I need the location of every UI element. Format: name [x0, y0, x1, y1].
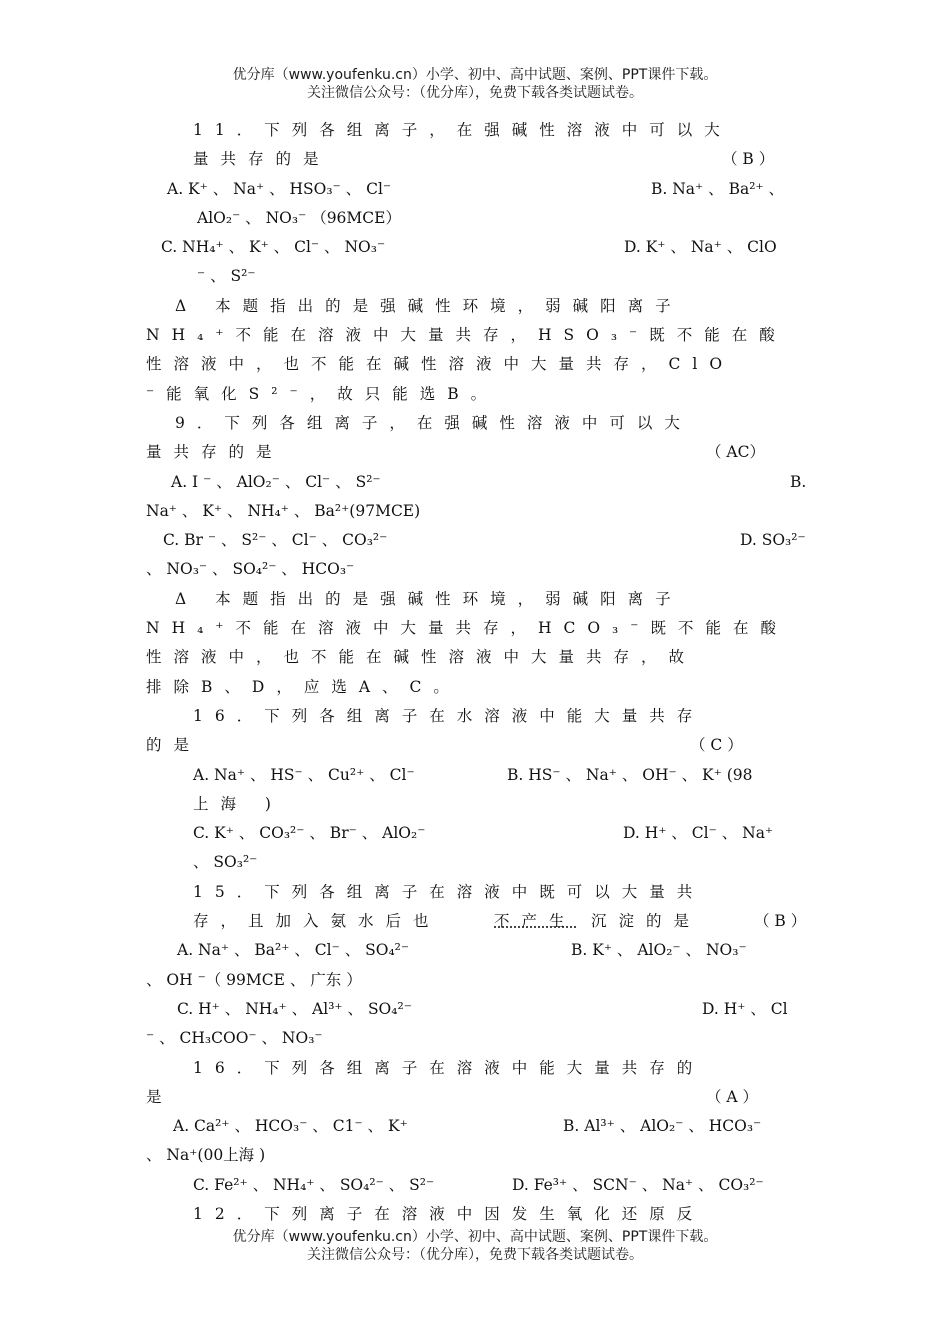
q15-option-d-cont-line — [0, 1024, 950, 1053]
q11-line2 — [0, 145, 950, 174]
q11-option-d-cont: ⁻ 、 S²⁻ — [197, 267, 256, 286]
q16a-options-cd — [0, 819, 950, 848]
q9-option-d-cont: 、 NO₃⁻ 、 SO₄²⁻ 、 HCO₃⁻ — [146, 560, 355, 579]
q9-stem: 9．下列各组离子，在强碱性溶液中可以大 — [175, 413, 692, 432]
footer-line-2: 关注微信公众号：（优分库），免费下载各类试题试卷。 — [307, 1247, 643, 1263]
q11-options-cd — [0, 233, 950, 262]
q9-exp-text-1: Δ 本题指出的是强碱性环境，弱碱阳离子 — [175, 589, 683, 608]
q11-stem: 11．下列各组离子，在强碱性溶液中可以大 — [193, 121, 732, 139]
q16b-option-d: D. Fe³⁺ 、 SCN⁻ 、 Na⁺ 、 CO₃²⁻ — [512, 1175, 764, 1194]
header-line-1: 优分库（www.youfenku.cn）小学、初中、高中试题、案例、PPT课件下载。 — [232, 67, 718, 83]
q9-line1 — [0, 409, 950, 438]
q16b-option-b: B. Al³⁺ 、 AlO₂⁻ 、 HCO₃⁻ — [563, 1117, 762, 1136]
q11-option-b-cont: AlO₂⁻ 、 NO₃⁻ （96MCE） — [197, 208, 401, 227]
q11-options-ab — [0, 175, 950, 204]
q12-line1 — [0, 1200, 950, 1229]
q9-options-ab — [0, 468, 950, 497]
q15-option-b-cont-line — [0, 966, 950, 995]
q9-explanation-3 — [0, 643, 950, 672]
q9-option-b: B. — [790, 472, 807, 491]
q15-options-cd — [0, 995, 950, 1024]
q11-exp-text-4: ⁻能氧化S²⁻，故只能选B。 — [146, 384, 499, 403]
q15-line1 — [0, 878, 950, 907]
q16b-option-b-cont: 、 Na⁺(00上海 ) — [146, 1146, 266, 1165]
q15-stem-emphasis: 不产生 — [494, 912, 577, 931]
q12-stem: 12．下列离子在溶液中因发生氧化还原反 — [193, 1204, 705, 1223]
q16a-option-b-cont-line — [0, 790, 950, 819]
q9-explanation-4 — [0, 673, 950, 702]
q15-option-a: A. Na⁺ 、 Ba²⁺ 、 Cl⁻ 、 SO₄²⁻ — [177, 941, 410, 960]
q16a-option-a: A. Na⁺ 、 HS⁻ 、 Cu²⁺ 、 Cl⁻ — [193, 765, 415, 784]
q11-exp-text-2: NH₄⁺不能在溶液中大量共存，HSO₃⁻既不能在酸 — [146, 326, 787, 345]
q11-explanation-1 — [0, 292, 950, 321]
q9-exp-text-4: 排除B、D，应选A、C。 — [146, 677, 461, 696]
q9-explanation-1 — [0, 585, 950, 614]
q11-explanation-2 — [0, 321, 950, 350]
q9-stem-cont: 量共存的是 — [146, 443, 284, 462]
q16a-options-ab — [0, 761, 950, 790]
q15-option-d: D. H⁺ 、 Cl — [702, 999, 788, 1018]
q16a-stem: 16．下列各组离子在水溶液中能大量共存 — [193, 706, 705, 725]
q16a-option-d-cont-line — [0, 848, 950, 877]
q16b-stem-cont: 是 — [146, 1087, 162, 1106]
q11-explanation-3 — [0, 350, 950, 379]
q16a-option-b-cont: 上海 ) — [193, 794, 283, 813]
q16b-options-ab — [0, 1112, 950, 1141]
q9-explanation-2 — [0, 614, 950, 643]
q16b-option-a: A. Ca²⁺ 、 HCO₃⁻ 、 C1⁻ 、 K⁺ — [173, 1117, 408, 1136]
q9-option-c: C. Br ⁻ 、 S²⁻ 、 Cl⁻ 、 CO₃²⁻ — [163, 531, 388, 550]
q9-option-b-cont-line — [0, 497, 950, 526]
q11-option-d: D. K⁺ 、 Na⁺ 、 ClO — [624, 238, 777, 257]
q11-option-b: B. Na⁺ 、 Ba²⁺ 、 — [651, 179, 785, 198]
q9-option-d: D. SO₃²⁻ — [740, 531, 806, 550]
q15-option-c: C. H⁺ 、 NH₄⁺ 、 Al³⁺ 、 SO₄²⁻ — [177, 999, 412, 1018]
q16b-line1 — [0, 1054, 950, 1083]
q15-option-b: B. K⁺ 、 AlO₂⁻ 、 NO₃⁻ — [571, 941, 747, 960]
document-body — [0, 116, 950, 1229]
q9-options-cd — [0, 526, 950, 555]
q11-option-c: C. NH₄⁺ 、 K⁺ 、 Cl⁻ 、 NO₃⁻ — [161, 238, 386, 257]
q11-line1 — [0, 116, 950, 145]
q16b-answer: （ A ） — [706, 1087, 759, 1106]
q16a-option-c: C. K⁺ 、 CO₃²⁻ 、 Br⁻ 、 AlO₂⁻ — [193, 824, 426, 843]
q15-stem-cont-a: 存，且加入氨水后也 — [193, 912, 441, 931]
page-header — [0, 66, 950, 102]
q11-option-b-cont-line — [0, 204, 950, 233]
q9-option-a: A. I ⁻ 、 AlO₂⁻ 、 Cl⁻ 、 S²⁻ — [171, 472, 381, 491]
q16b-stem: 16．下列各组离子在溶液中能大量共存的 — [193, 1058, 705, 1077]
q16a-option-b: B. HS⁻ 、 Na⁺ 、 OH⁻ 、 K⁺ (98 — [507, 765, 753, 784]
q16a-option-d: D. H⁺ 、 Cl⁻ 、 Na⁺ — [623, 824, 774, 843]
header-line-2: 关注微信公众号：（优分库），免费下载各类试题试卷。 — [307, 85, 643, 101]
q9-answer: （ AC） — [706, 443, 765, 462]
q11-exp-text-3: 性溶液中，也不能在碱性溶液中大量共存，ClO — [146, 355, 735, 374]
q15-stem-cont-c: 沉淀的是 — [591, 912, 702, 931]
q9-exp-text-2: NH₄⁺不能在溶液中大量共存，HCO₃⁻既不能在酸 — [146, 619, 788, 638]
q16a-answer: （ C ） — [690, 736, 743, 755]
q9-option-b-cont: Na⁺ 、 K⁺ 、 NH₄⁺ 、 Ba²⁺(97MCE) — [146, 501, 421, 520]
q16a-stem-cont: 的是 — [146, 736, 202, 755]
q11-stem-cont: 量共存的是 — [193, 150, 331, 169]
q16b-options-cd — [0, 1171, 950, 1200]
q9-option-d-cont-line — [0, 555, 950, 584]
q16a-line1 — [0, 702, 950, 731]
q15-answer: （ B ） — [754, 912, 807, 931]
q16b-option-b-cont-line — [0, 1141, 950, 1170]
q16a-option-d-cont: 、 SO₃²⁻ — [193, 853, 258, 872]
q11-option-d-cont-line — [0, 262, 950, 291]
q9-line2 — [0, 438, 950, 467]
q16b-option-c: C. Fe²⁺ 、 NH₄⁺ 、 SO₄²⁻ 、 S²⁻ — [193, 1175, 435, 1194]
q15-line2 — [0, 907, 950, 936]
q15-option-d-cont: ⁻ 、 CH₃COO⁻ 、 NO₃⁻ — [146, 1029, 323, 1048]
q15-option-b-cont: 、 OH ⁻（ 99MCE 、 广东 ） — [146, 970, 362, 989]
page-footer — [0, 1228, 950, 1264]
q15-options-ab — [0, 936, 950, 965]
q11-answer: （ B ） — [722, 150, 775, 169]
footer-line-1: 优分库（www.youfenku.cn）小学、初中、高中试题、案例、PPT课件下载。 — [232, 1229, 718, 1245]
q11-explanation-4 — [0, 380, 950, 409]
q9-exp-text-3: 性溶液中，也不能在碱性溶液中大量共存，故 — [146, 648, 697, 667]
q15-stem: 15．下列各组离子在溶液中既可以大量共 — [193, 882, 705, 901]
q11-option-a: A. K⁺ 、 Na⁺ 、 HSO₃⁻ 、 Cl⁻ — [167, 179, 392, 198]
q11-exp-text-1: Δ 本题指出的是强碱性环境，弱碱阳离子 — [175, 296, 683, 315]
q16a-line2 — [0, 731, 950, 760]
q16b-line2 — [0, 1083, 950, 1112]
